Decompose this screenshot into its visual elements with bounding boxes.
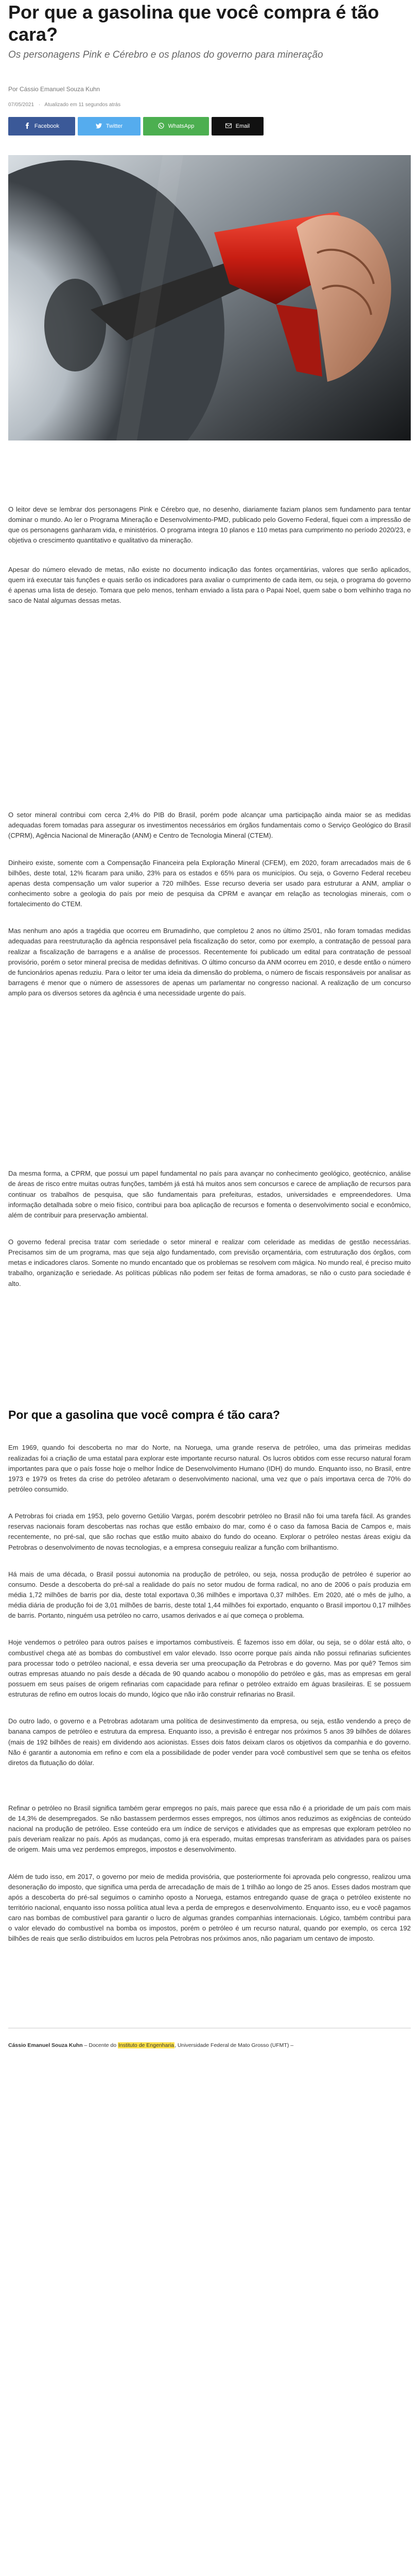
updated-date: Atualizado em 11 segundos atrás: [44, 102, 121, 108]
article-subtitle: Os personagens Pink e Cérebro e os planos do governo para mineração: [8, 49, 323, 61]
section-paragraph: Além de tudo isso, em 2017, o governo por meio de medida provisória, que posteriormente foi aprovada pelo congresso, realizou uma desoneração do imposto, que significa uma perda de arrecadação de mais de 1 trilhão ao longo de 25 anos. Esses dados mostram que após a descoberta do pré-sal seguimos o caminho oposto a Noruega, estamos entregando quase de graça o petróleo existente no território nacional, enquanto isso nossa política atual leva a perda de empregos e desenvolvimento. Enquanto isso, eu e você pagamos caro nas bombas de combustível para garantir o lucro de algumas grandes companhias internacionais. Lógico, também contribui para o valor elevado do combustível na bomba os impostos, porém o petróleo é um recurso natural, quando por exemplo, os cerca 192 bilhões de reais que serão distribuídos em lucros pela Petrobras nos próximos anos, não pagariam um centavo de imposto.: [8, 1872, 411, 1943]
bio-post-text: , Universidade Federal de Mato Grosso (UFMT) –: [174, 2042, 294, 2048]
whatsapp-icon: [158, 123, 164, 130]
body-paragraph: Da mesma forma, a CPRM, que possui um papel fundamental no país para avançar no conhecimento geológico, geotécnico, análise de áreas de risco entre muitas outras funções, também já está há muitos anos sem concursos e carece de ampliação de recursos para continuar os trabalhos de pesquisa, que são fundamentais para prefeituras, estados, universidades e empreendedores. Uma informação detalhada sobre o meio físico, contribui para boa aplicação de recursos e fomenta o desenvolvimento social e econômico, além de contribuir para preservação ambiental.: [8, 1170, 411, 1219]
body-paragraph: O governo federal precisa tratar com seriedade o setor mineral e realizar com celeridade as medidas de gestão necessárias. Precisamos sim de um programa, mas que seja algo fundamentado, com previsão orçamentária, com estruturação dos órgãos, com metas e indicadores claros. Somente no mundo encantado que os problemas se resolvem com mágica. No mundo real, é preciso muito trabalho, organização e seriedade. As políticas públicas não podem ser feitas de forma amadoras, se não o custo para sociedade é alto.: [8, 1238, 411, 1287]
fuel-nozzle-photo: [8, 155, 411, 440]
twitter-icon: [96, 123, 102, 130]
facebook-icon: [24, 123, 30, 130]
body-paragraph: Dinheiro existe, somente com a Compensação Financeira pela Exploração Mineral (CFEM), em 2020, foram arrecadados mais de 6 bilhões, deste total, 12% ficaram para união, 23% para os estados e 65% para os municípios. Ou seja, o Governo Federal recebeu apenas desta compensação um valor superior a 720 milhões. Esse recurso deveria ser usado para estruturar a ANM, ampliar o conhecimento sobre a geologia do país por meio de pesquisa da CPRM e avançar em relação as tecnologias minerais, com o fortalecimento do CTEM.: [8, 858, 411, 908]
share-twitter-button[interactable]: [78, 117, 141, 135]
author-link[interactable]: Por Cássio Emanuel Souza Kuhn: [8, 86, 100, 93]
author-byline: [8, 86, 411, 93]
author-bio: [8, 2042, 411, 2050]
share-twitter-label: Twitter: [106, 123, 123, 130]
date-separator: ·: [38, 102, 41, 108]
body-paragraph: O leitor deve se lembrar dos personagens Pink e Cérebro que, no desenho, diariamente faziam planos sem fundamento para tentar dominar o mundo. Ao ler o Programa Mineração e Desenvolvimento-PMD, publicado pelo Governo Federal, fiquei com a impressão de que os personagens ganharam vida, e ministérios. O programa integra 10 planos e 110 metas para cumprimento no período 2020/23, e objetiva o crescimento quantitativo e qualitativo da mineração.: [8, 505, 411, 545]
page-bottom-space: [8, 2049, 411, 2142]
section-paragraph: Em 1969, quando foi descoberta no mar do Norte, na Noruega, uma grande reserva de petróleo, uma das primeiras medidas realizadas foi a criação de uma estatal para explorar este importante recurso natural. Os lucros obtidos com esse recurso natural foram importantes para que o país fosse hoje o melhor Índice de Desenvolvimento Humano (IDH) do mundo. Enquanto isso, no Brasil, entre 1973 e 1979 os fretes da crise do petróleo afetaram o desenvolvimento nacional, uma vez que o país importava cerca de 70% do petróleo consumido.: [8, 1444, 411, 1493]
share-whatsapp-button[interactable]: [143, 117, 209, 135]
page-title: Por que a gasolina que você compra é tão cara?: [8, 2, 379, 45]
share-facebook-button[interactable]: [8, 117, 75, 135]
article-dates: [8, 102, 411, 108]
bio-pre-text: – Docente do: [82, 2042, 118, 2048]
hero-image: [8, 155, 411, 440]
section-paragraph: Hoje vendemos o petróleo para outros países e importamos combustíveis. É fazemos isso em dólar, ou seja, se o dólar está alto, o combustível chega até as bombas do combustível em valor elevado. Isso ocorre porque país ainda não possui refinarias suficientes para processar todo o petróleo nacional, e essa deveria ser uma preocupação da Petrobras e do governo. Mas por quê? Temos sim outras empresas atuando no país desde a década de 90 quando acabou o monopólio do petróleo e gás, mas as empresas em geral possuem em seus países de origem refinarias com capacidade para refinar o petróleo extraído em águas brasileiras. E se possuem estruturas de refino em outros locais do mundo, lógico que não irão construir refinarias no Brasil.: [8, 1638, 411, 1699]
share-email-label: Email: [235, 123, 250, 130]
section-paragraph: Há mais de uma década, o Brasil possui autonomia na produção de petróleo, ou seja, nossa produção de petróleo é superior ao consumo. Desde a descoberta do pré-sal a realidade do país no setor mudou de forma radical, no ano de 2006 o país produzia em média 1,72 milhões de barris por dia, deste total exportava 0,36 milhões e importava 0,37 milhões. Em 2020, até o mês de julho, a média diária de produção foi de 3,01 milhões de barris, deste total 1,44 milhões foi exportado, enquanto o Brasil importou 0,17 milhões de barris. Portanto, ninguém usa petróleo no carro, usamos derivados e aí que começa o problema.: [8, 1570, 411, 1620]
section-paragraph: Refinar o petróleo no Brasil significa também gerar empregos no país, mais parece que essa não é a prioridade de um país com mais de 14,3% de desempregados. Se não bastassem perdermos esses empregos, nos últimos anos reduzimos as exigências de conteúdo nacional na produção de petróleo. Esse conteúdo era um índice de serviços e atividades que as empresas que exploram petróleo no país deveriam realizar no país. Após as mudanças, como já era esperado, muitas empresas transferiram as atividades para os países de origem. Mais uma vez perdemos empregos, impostos e desenvolvimento.: [8, 1804, 411, 1854]
share-email-button[interactable]: [212, 117, 264, 135]
bio-author-name: Cássio Emanuel Souza Kuhn: [8, 2042, 83, 2048]
share-whatsapp-label: WhatsApp: [168, 123, 195, 130]
body-paragraph: Apesar do número elevado de metas, não existe no documento indicação das fontes orçamentárias, valores que serão aplicados, quem irá executar tais funções e quais serão os indicadores para avaliar o cumprimento de cada item, ou seja, o programa do governo é apenas uma lista de desejo. Tomara que pelo menos, tenham enviado a lista para o Papai Noel, quem sabe o bom velhinho traga no saco de Natal algumas dessas metas.: [8, 565, 411, 604]
section-paragraph: A Petrobras foi criada em 1953, pelo governo Getúlio Vargas, porém descobrir petróleo no Brasil não foi uma tarefa fácil. As grandes reservas nacionais foram descobertas nas rochas que estão embaixo do mar, como é o caso da famosa Bacia de Campos e, mais recentemente, no pré-sal, que são rochas que estão muito abaixo do fundo do oceano. Explorar o petróleo nestas áreas exigiu da Petrobras o desenvolvimento de novas tecnologias, e a empresa conseguiu realizar a função com brilhantismo.: [8, 1512, 411, 1551]
bio-highlight: Instituto de Engenharia: [118, 2042, 174, 2048]
body-paragraph: O setor mineral contribui com cerca 2,4% do PIB do Brasil, porém pode alcançar uma participação ainda maior se as medidas adequadas forem tomadas para assegurar os investimentos necessários em órgãos fundamentais como o Serviço Geológico do Brasil (CPRM), Agência Nacional de Mineração (ANM) e Centro de Tecnologia Mineral (CTEM).: [8, 811, 411, 840]
share-facebook-label: Facebook: [34, 123, 60, 130]
body-paragraph: Mas nenhum ano após a tragédia que ocorreu em Brumadinho, que completou 2 anos no último 25/01, não foram tomadas medidas adequadas para reestruturação da agência responsável pela fiscalização do setor, como por exemplo, a contratação de pessoal para realizar a fiscalização de barragens e a análise de processos. Recentemente foi publicado um edital para contratação de pessoal provisório, porém o setor mineral precisa de medidas definitivas. O último concurso da ANM ocorreu em 2010, e desde então o número de funcionários apenas reduziu. Para o leitor ter uma ideia da dimensão do problema, o número de fiscais responsáveis por analisar as barragens é menor que o número de assessores de apenas um parlamentar no congresso nacional. A realização de um concurso amplo para os diversos setores da agência é uma necessidade urgente do país.: [8, 927, 411, 997]
section-paragraph: Do outro lado, o governo e a Petrobras adotaram uma política de desinvestimento da empresa, ou seja, estão vendendo a preço de banana campos de petróleo e estrutura da empresa. Enquanto isso, a previsão é entregar nos próximos 5 anos 39 bilhões de dólares (mais de 192 bilhões de reais) em dividendo aos acionistas. Esses dois fatos deixam claros os objetivos da companhia e do governo. Não é garantir a autonomia em refino e com ela a possibilidade de poder vender para você combustível sem que se tenha os efeitos diretos da flutuação do dólar.: [8, 1717, 411, 1767]
email-icon: [225, 123, 232, 130]
published-date: 07/05/2021: [8, 102, 34, 108]
share-bar: [8, 117, 411, 135]
section-heading: Por que a gasolina que você compra é tão cara?: [8, 1408, 280, 1421]
